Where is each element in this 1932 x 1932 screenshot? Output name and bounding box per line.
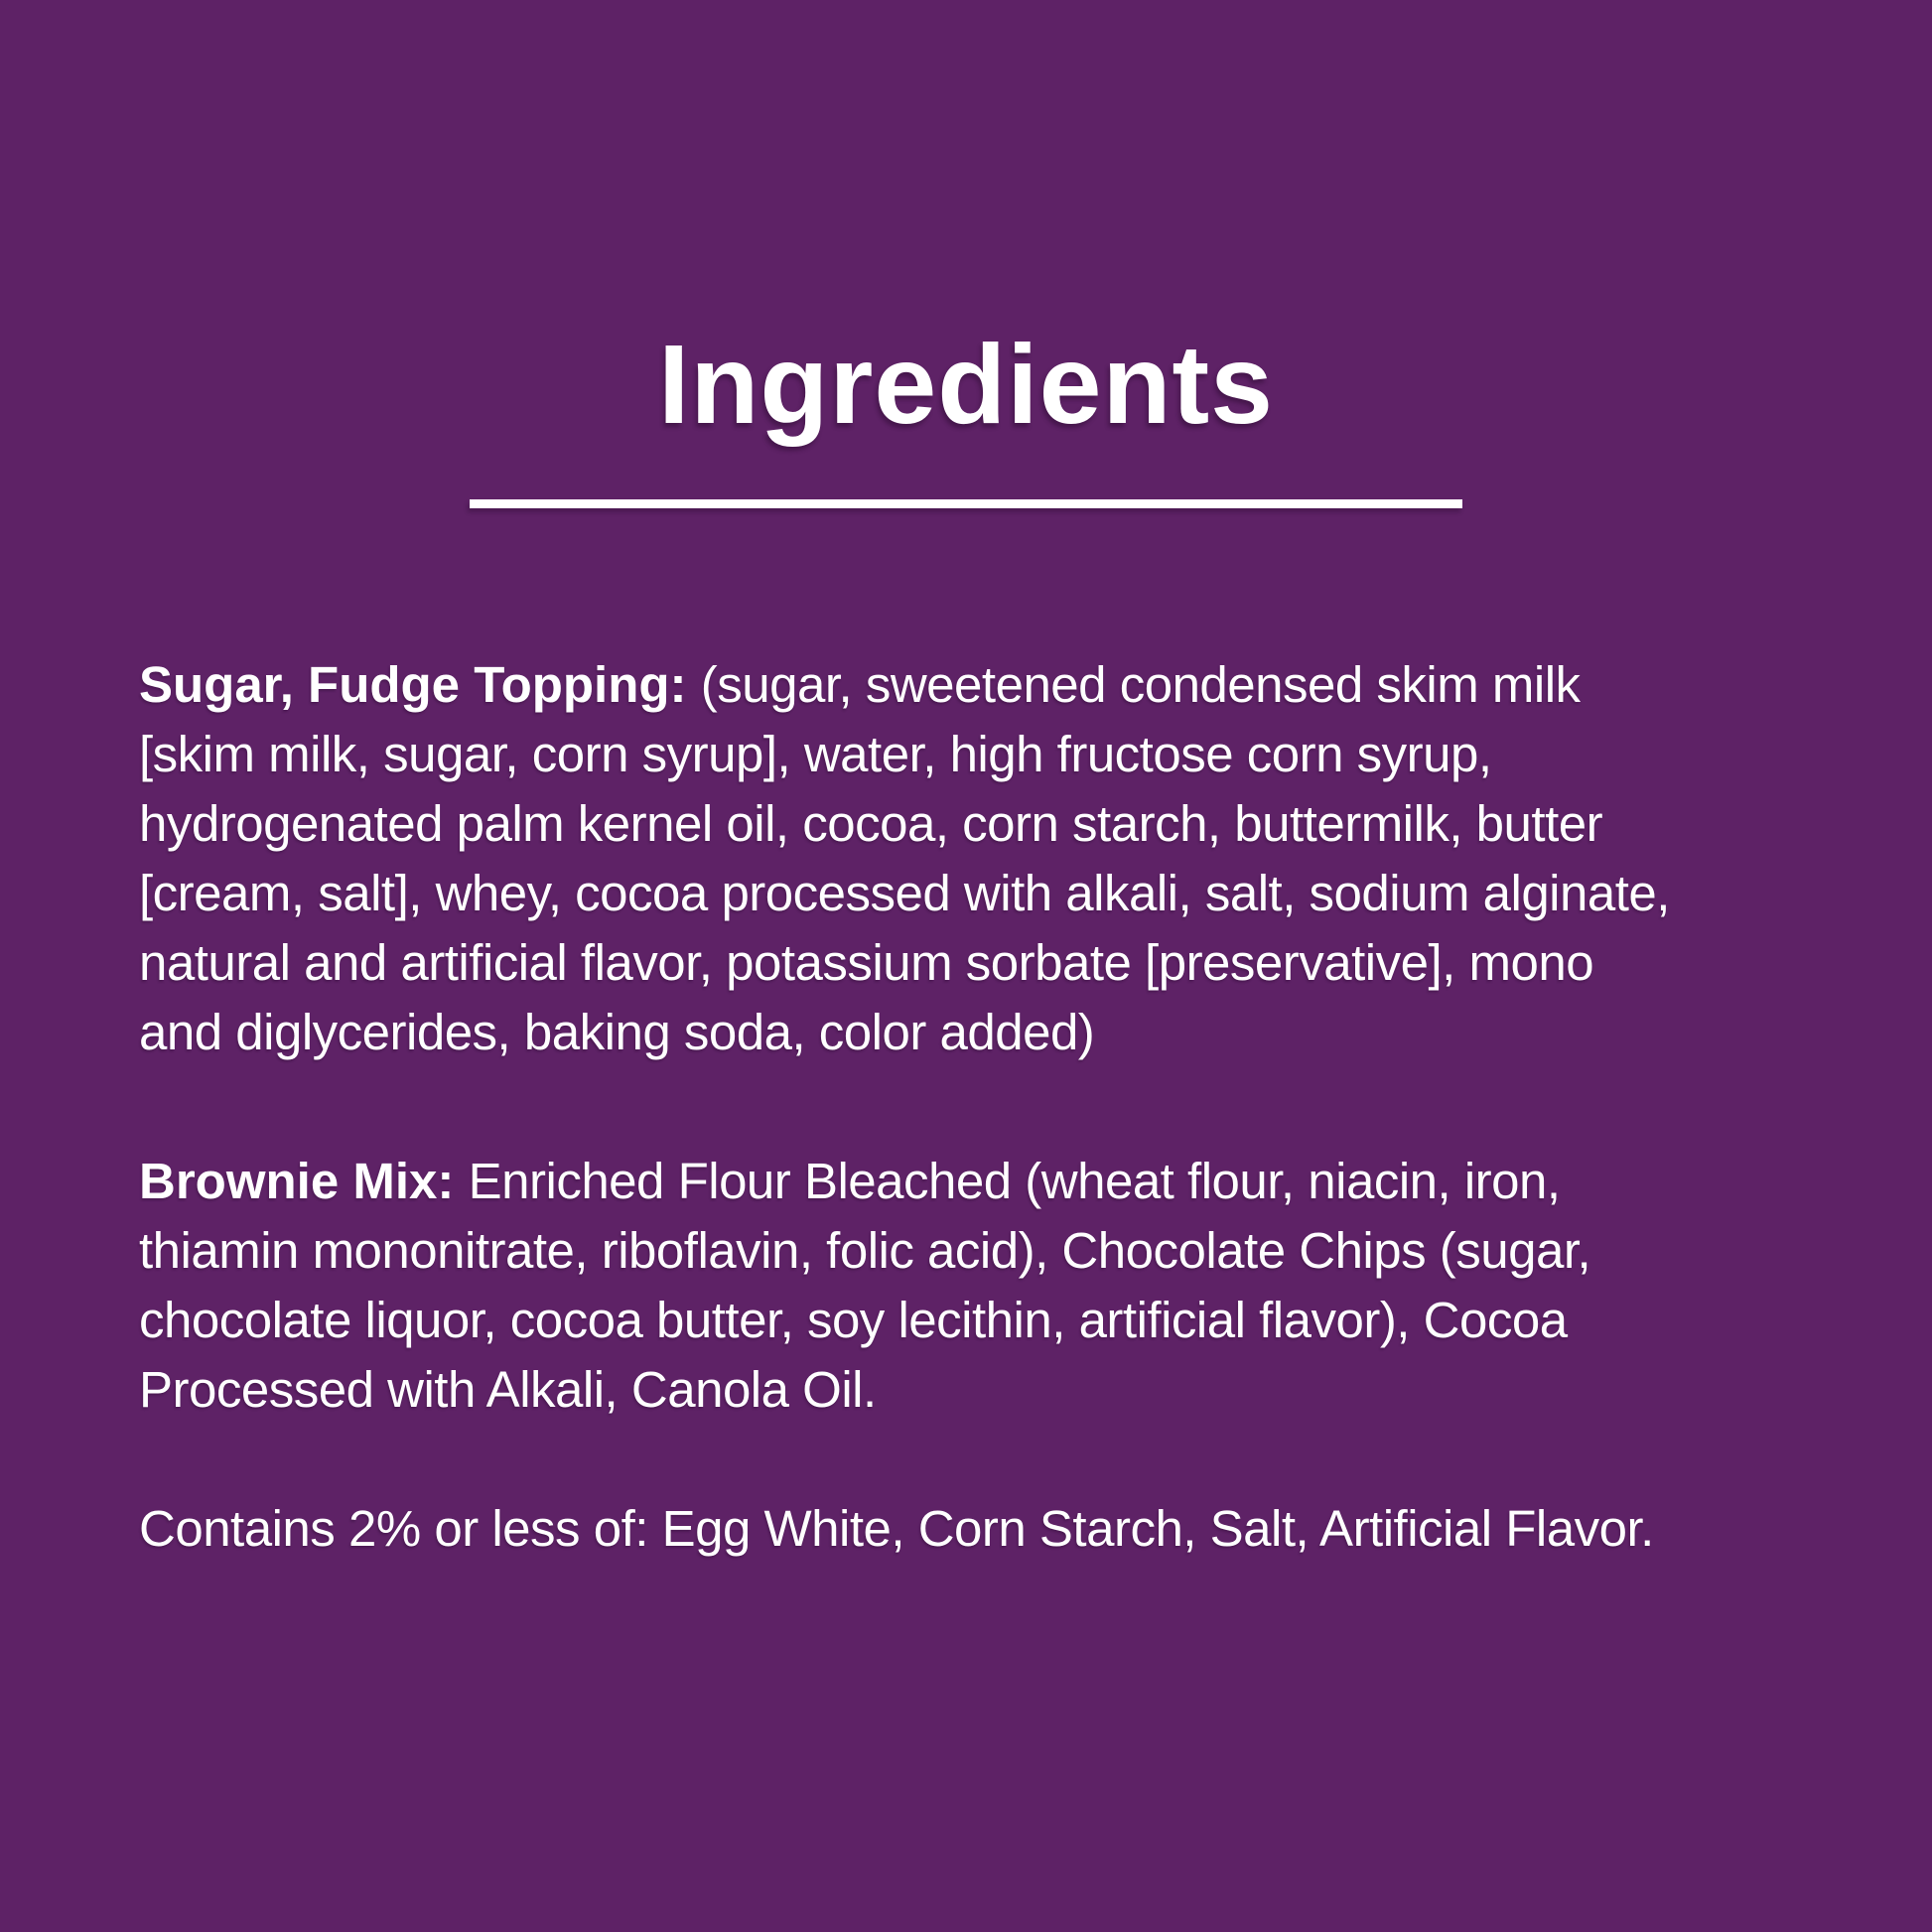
brownie-mix-paragraph xyxy=(139,1147,1847,1425)
paragraph-line: thiamin mononitrate, riboflavin, folic acid), Chocolate Chips (sugar, xyxy=(139,1222,1591,1279)
contains-statement: Contains 2% or less of: Egg White, Corn Starch, Salt, Artificial Flavor. xyxy=(139,1500,1654,1557)
paragraph-text: Enriched Flour Bleached (wheat flour, niacin, iron, xyxy=(468,1153,1561,1209)
paragraph-line: chocolate liquor, cocoa butter, soy lecithin, artificial flavor), Cocoa xyxy=(139,1292,1568,1348)
paragraph-line xyxy=(139,1147,1847,1216)
paragraph-line: [skim milk, sugar, corn syrup], water, high fructose corn syrup, xyxy=(139,726,1492,782)
brownie-mix-lead: Brownie Mix: xyxy=(139,1153,455,1209)
paragraph-line: Processed with Alkali, Canola Oil. xyxy=(139,1361,877,1418)
page-title: Ingredients xyxy=(657,322,1275,447)
paragraph-text: (sugar, sweetened condensed skim milk xyxy=(700,656,1581,713)
paragraph-line: hydrogenated palm kernel oil, cocoa, corn starch, buttermilk, butter xyxy=(139,795,1603,852)
fudge-topping-paragraph xyxy=(139,650,1847,1067)
contains-statement-paragraph xyxy=(139,1494,1847,1564)
paragraph-line: and diglycerides, baking soda, color added) xyxy=(139,1004,1095,1060)
paragraph-line xyxy=(139,650,1847,720)
paragraph-line: natural and artificial flavor, potassium sorbate [preservative], mono xyxy=(139,934,1594,991)
fudge-topping-lead: Sugar, Fudge Topping: xyxy=(139,656,687,713)
paragraph-line: [cream, salt], whey, cocoa processed with alkali, salt, sodium alginate, xyxy=(139,865,1670,921)
title-underline xyxy=(470,499,1462,508)
ingredients-text xyxy=(139,650,1847,1564)
